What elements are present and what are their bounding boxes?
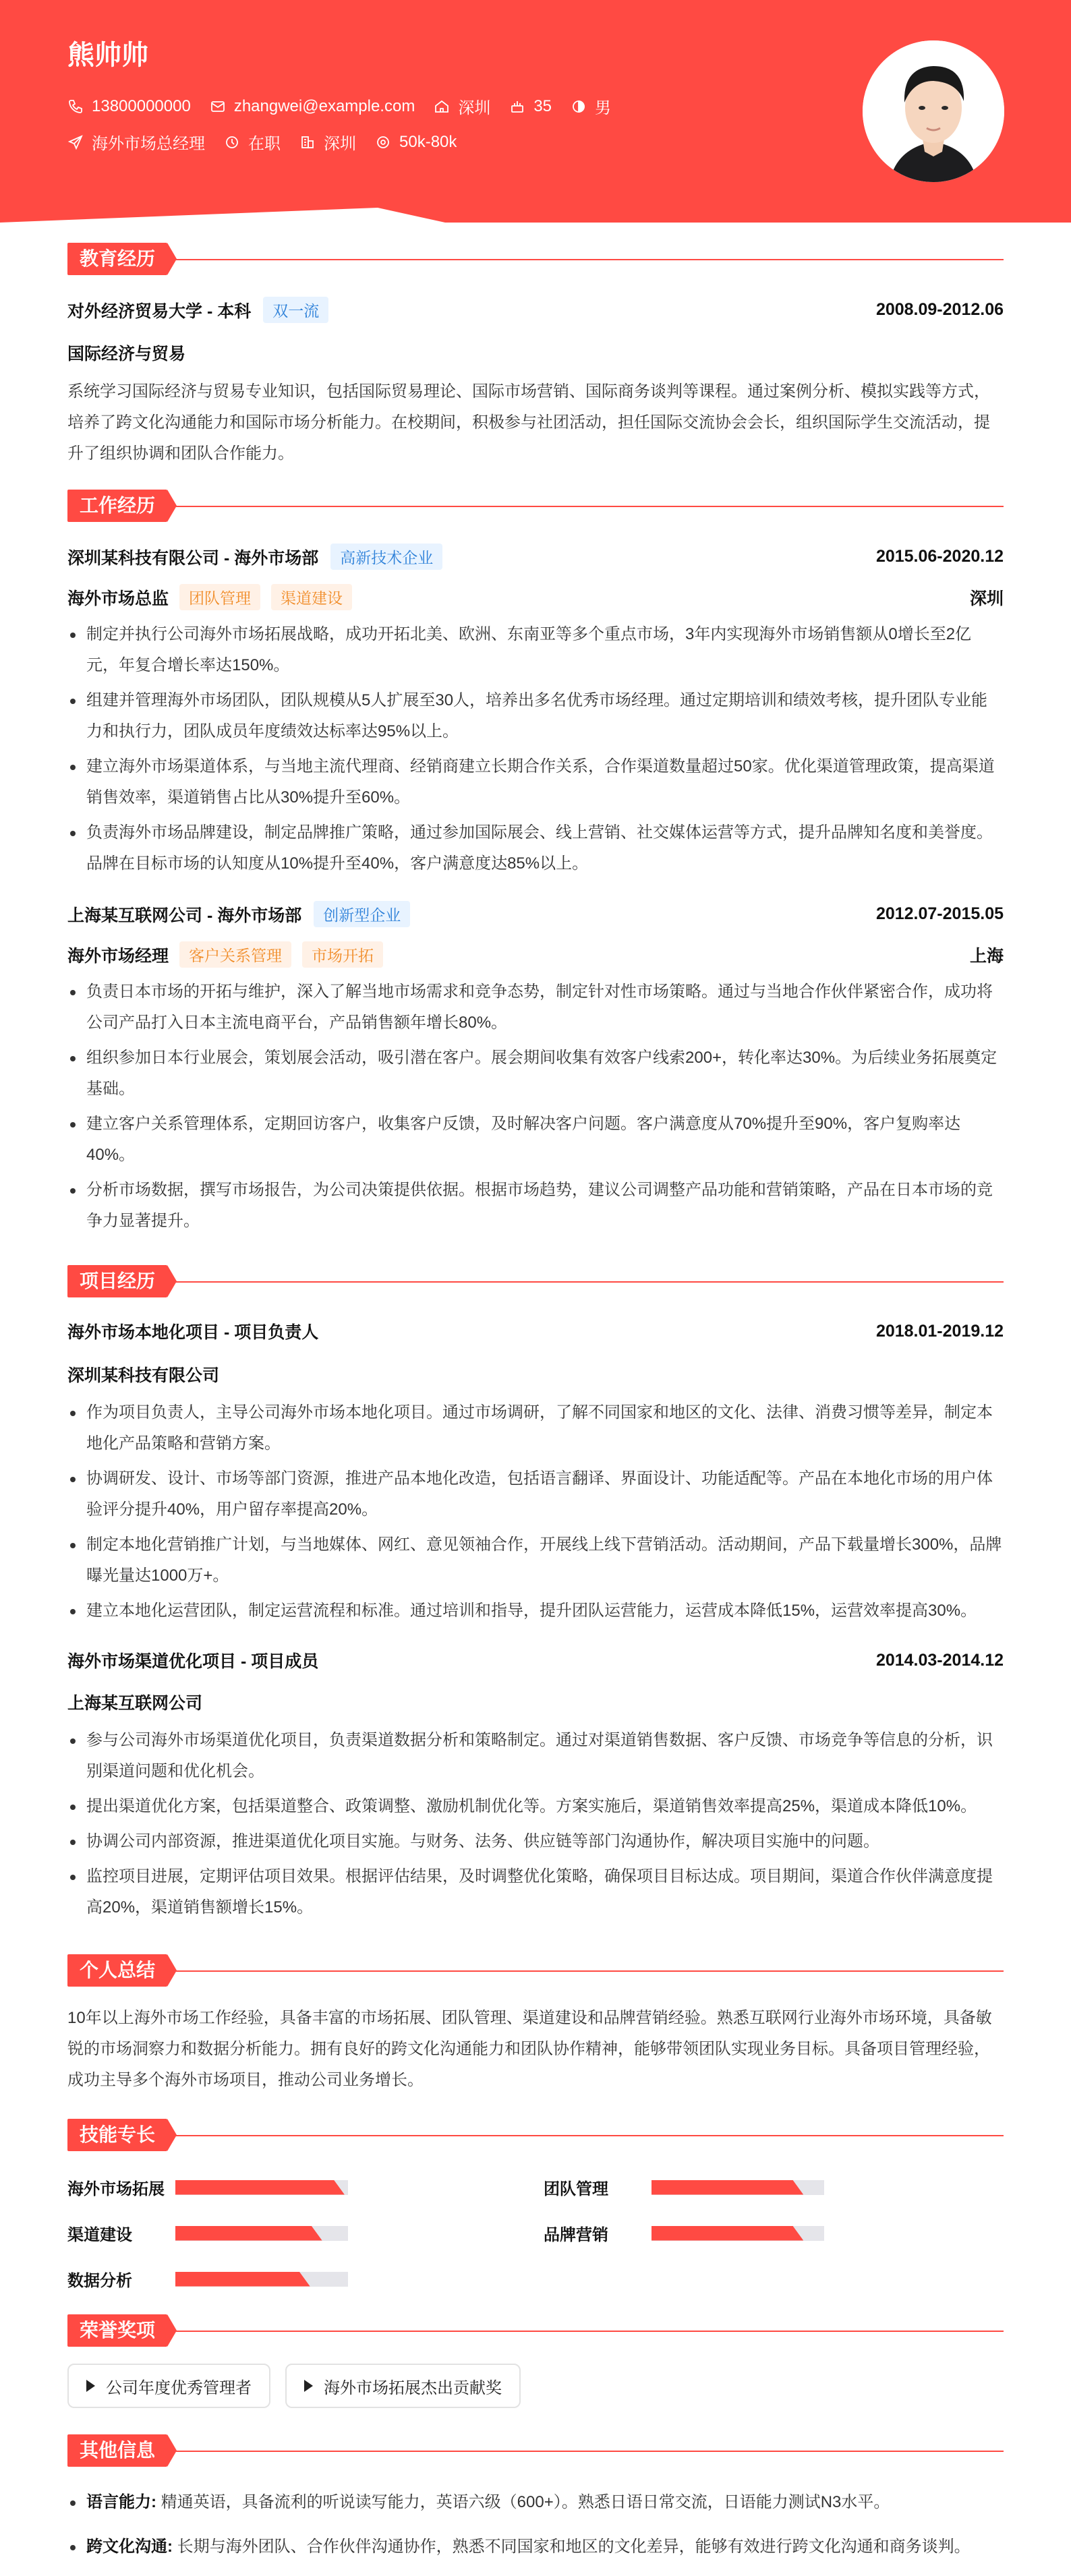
major-name: 国际经济与贸易: [67, 345, 186, 363]
skill-bar: [652, 2226, 824, 2241]
email-text: zhangwei@example.com: [233, 96, 415, 115]
job-2-bullets: [67, 976, 1004, 1241]
avatar-portrait: [863, 40, 1004, 182]
other-title: 其他信息: [67, 2434, 167, 2467]
project-2-header-row: [67, 1648, 1004, 1672]
education-title: 教育经历: [67, 243, 167, 275]
project-1-date: 2018.01-2019.12: [875, 1321, 1004, 1341]
job-2-tag-2: 市场开拓: [302, 941, 383, 968]
list-item: 制定并执行公司海外市场拓展战略，成功开拓北美、欧洲、东南亚等多个重点市场，3年内实现海外市场销售额从0增长至2亿元，年复合增长率达150%。: [67, 619, 1004, 681]
age-item: [509, 97, 552, 116]
skill-bar: [175, 2226, 348, 2241]
education-section-title: [67, 243, 167, 275]
contact-row: [67, 94, 630, 118]
clock-icon: [224, 134, 240, 150]
salary-text: 50k-80k: [399, 132, 457, 151]
list-item: 建立客户关系管理体系，定期回访客户，收集客户反馈，及时解决客户问题。客户满意度从70%提升至90%，客户复购率达40%。: [67, 1109, 1004, 1171]
skills-divider: [175, 2135, 1004, 2136]
job-2-date: 2012.07-2015.05: [875, 904, 1004, 923]
job-1-role-row: [67, 584, 1004, 610]
list-item: 组织参加日本行业展会，策划展会活动，吸引潜在客户。展会期间收集有效客户线索200+，转化率达30%。为后续业务拓展奠定基础。: [67, 1043, 1004, 1105]
job-2-header-row: [67, 901, 1004, 927]
school-badge: 双一流: [263, 297, 328, 323]
list-item: [67, 2531, 1004, 2563]
skill-bar: [175, 2180, 348, 2195]
project-2-org-row: [67, 1690, 1004, 1714]
education-date: 2008.09-2012.06: [875, 300, 1004, 319]
job-1-header-row: [67, 544, 1004, 570]
skill-row: [67, 2221, 348, 2245]
job-2-tag-1: 客户关系管理: [179, 941, 291, 968]
job-2-role-row: [67, 941, 1004, 968]
project-1-bullets: [67, 1397, 1004, 1631]
skill-bar-fill: [175, 2272, 310, 2287]
skill-bar: [652, 2180, 824, 2195]
list-item: 作为项目负责人，主导公司海外市场本地化项目。通过市场调研，了解不同国家和地区的文化、法律、消费习惯等差异，制定本地化产品策略和营销方案。: [67, 1397, 1004, 1459]
city-text: 深圳: [458, 99, 491, 117]
education-major-row: [67, 341, 1004, 365]
list-item: 监控项目进展，定期评估项目效果。根据评估结果，及时调整优化策略，确保项目目标达成。项目期间，渠道合作伙伴满意度提高20%，渠道销售额增长15%。: [67, 1861, 1004, 1923]
project-1-name: 海外市场本地化项目 - 项目负责人: [67, 1323, 319, 1342]
list-item: 协调研发、设计、市场等部门资源，推进产品本地化改造，包括语言翻译、界面设计、功能适配等。产品在本地化市场的用户体验评分提升40%，用户留存率提高20%。: [67, 1463, 1004, 1525]
skill-row: [67, 2175, 348, 2199]
job-1-bullets: [67, 619, 1004, 883]
education-header-row: [67, 297, 1004, 323]
skill-bar-fill: [652, 2226, 803, 2241]
other-divider: [175, 2451, 1004, 2452]
skill-name: 团队管理: [544, 2180, 608, 2198]
job-target-item: [67, 130, 205, 154]
building-icon: [299, 134, 316, 150]
job-1-role: 海外市场总监: [67, 589, 169, 608]
paper-plane-icon: [67, 134, 84, 150]
project-2-bullets: [67, 1725, 1004, 1927]
job-1-badge: 高新技术企业: [330, 544, 442, 570]
age-text: 35: [533, 96, 552, 115]
honor-text: 公司年度优秀管理者: [106, 2378, 252, 2397]
list-item: 建立海外市场渠道体系，与当地主流代理商、经销商建立长期合作关系，合作渠道数量超过50家。优化渠道管理政策，提高渠道销售效率，渠道销售占比从30%提升至60%。: [67, 751, 1004, 813]
job-2-role: 海外市场经理: [67, 946, 169, 966]
job-1-date: 2015.06-2020.12: [875, 547, 1004, 566]
honor-item: [67, 2364, 270, 2408]
skills-title: 技能专长: [67, 2119, 167, 2151]
skill-bar-fill: [652, 2180, 803, 2195]
email-icon: [210, 98, 226, 115]
list-item: 建立本地化运营团队，制定运营流程和标准。通过培训和指导，提升团队运营能力，运营成本降低15%，运营效率提高30%。: [67, 1596, 1004, 1627]
job-2-city: 上海: [969, 946, 1004, 966]
project-1-org: 深圳某科技有限公司: [67, 1366, 220, 1385]
target-city-text: 深圳: [324, 135, 356, 153]
skill-row: [544, 2175, 824, 2199]
list-item: [67, 2487, 1004, 2518]
skill-name: 渠道建设: [67, 2226, 132, 2244]
skill-bar: [175, 2272, 348, 2287]
work-section-title: [67, 490, 167, 522]
gender-icon: [571, 98, 587, 115]
honors-title: 荣誉奖项: [67, 2314, 167, 2347]
projects-title: 项目经历: [67, 1265, 167, 1297]
list-item: 协调公司内部资源，推进渠道优化项目实施。与财务、法务、供应链等部门沟通协作，解决项目实施中的问题。: [67, 1826, 1004, 1857]
skill-bar-fill: [175, 2180, 345, 2195]
play-triangle-icon: [86, 2380, 95, 2392]
education-divider: [175, 259, 1004, 260]
projects-section-title: [67, 1265, 167, 1297]
other-text: 精通英语，具备流利的听说读写能力，英语六级（600+）。熟悉日语日常交流，日语能力测试N3水平。: [161, 2493, 890, 2511]
other-label: 跨文化沟通:: [86, 2538, 173, 2556]
job-1-city: 深圳: [969, 589, 1004, 608]
avatar: [863, 40, 1004, 182]
job-1-company: 深圳某科技有限公司 - 海外市场部: [67, 548, 319, 568]
list-item: 制定本地化营销推广计划，与当地媒体、网红、意见领袖合作，开展线上线下营销活动。活动期间，产品下载量增长300%，品牌曝光量达1000万+。: [67, 1529, 1004, 1591]
skill-name: 品牌营销: [544, 2226, 608, 2244]
play-triangle-icon: [304, 2380, 313, 2392]
list-item: 分析市场数据，撰写市场报告，为公司决策提供依据。根据市场趋势，建议公司调整产品功能和营销策略，产品在日本市场的竞争力显著提升。: [67, 1175, 1004, 1237]
city-item: [434, 94, 490, 118]
skill-name: 数据分析: [67, 2272, 132, 2290]
honors-section-title: [67, 2314, 167, 2347]
coin-icon: [375, 134, 391, 150]
resume-header: [0, 0, 1071, 223]
project-1-header-row: [67, 1319, 1004, 1343]
job-target-text: 海外市场总经理: [92, 135, 205, 153]
home-icon: [434, 98, 450, 115]
summary-title: 个人总结: [67, 1954, 167, 1987]
other-info-list: [67, 2487, 1004, 2576]
project-2-org: 上海某互联网公司: [67, 1694, 203, 1713]
other-text: 长期与海外团队、合作伙伴沟通协作，熟悉不同国家和地区的文化差异，能够有效进行跨文化沟通和商务谈判。: [177, 2538, 971, 2556]
email-item: [210, 97, 415, 116]
phone-item: [67, 97, 191, 116]
candidate-name: 熊帅帅: [67, 40, 148, 70]
list-item: 负责日本市场的开拓与维护，深入了解当地市场需求和竞争态势，制定针对性市场策略。通过与当地合作伙伴紧密合作，成功将公司产品打入日本主流电商平台，产品销售额年增长80%。: [67, 976, 1004, 1038]
list-item: 参与公司海外市场渠道优化项目，负责渠道数据分析和策略制定。通过对渠道销售数据、客户反馈、市场竞争等信息的分析，识别渠道问题和优化机会。: [67, 1725, 1004, 1787]
list-item: 组建并管理海外市场团队，团队规模从5人扩展至30人，培养出多名优秀市场经理。通过定期培训和绩效考核，提升团队专业能力和执行力，团队成员年度绩效达标率达95%以上。: [67, 685, 1004, 747]
skill-row: [544, 2221, 824, 2245]
honors-divider: [175, 2331, 1004, 2332]
project-2-date: 2014.03-2014.12: [875, 1650, 1004, 1670]
phone-text: 13800000000: [92, 96, 191, 115]
honor-item: [285, 2364, 521, 2408]
summary-divider: [175, 1970, 1004, 1972]
school-name: 对外经济贸易大学 - 本科: [67, 301, 252, 321]
skill-bar-fill: [175, 2226, 322, 2241]
status-item: [224, 130, 281, 154]
skill-name: 海外市场拓展: [67, 2180, 165, 2198]
work-divider: [175, 506, 1004, 507]
salary-item: [375, 133, 457, 152]
gender-item: [571, 94, 611, 118]
job-intent-row: [67, 130, 475, 154]
job-2-company: 上海某互联网公司 - 海外市场部: [67, 906, 302, 925]
gender-text: 男: [595, 99, 612, 117]
summary-section-title: [67, 1954, 167, 1987]
target-city-item: [299, 130, 356, 154]
work-title: 工作经历: [67, 490, 167, 522]
project-1-org-row: [67, 1362, 1004, 1386]
job-2-badge: 创新型企业: [314, 901, 410, 927]
honors-list: [67, 2364, 536, 2408]
job-1-tag-2: 渠道建设: [271, 584, 352, 610]
skills-section-title: [67, 2119, 167, 2151]
summary-text: 10年以上海外市场工作经验，具备丰富的市场拓展、团队管理、渠道建设和品牌营销经验。熟悉互联网行业海外市场环境，具备敏锐的市场洞察力和数据分析能力。拥有良好的跨文化沟通能力和团队协作精神，能够带领团队实现业务目标。具备项目管理经验，成功主导多个海外市场项目，推动公司业务增长。: [67, 2009, 992, 2089]
job-1-tag-1: 团队管理: [179, 584, 260, 610]
project-2-name: 海外市场渠道优化项目 - 项目成员: [67, 1652, 319, 1671]
education-description: 系统学习国际经济与贸易专业知识，包括国际贸易理论、国际市场营销、国际商务谈判等课程。通过案例分析、模拟实践等方式，培养了跨文化沟通能力和国际市场分析能力。在校期间，积极参与社团活动，担任国际交流协会会长，组织国际学生交流活动，提升了组织协调和团队合作能力。: [67, 382, 990, 463]
list-item: 负责海外市场品牌建设，制定品牌推广策略，通过参加国际展会、线上营销、社交媒体运营等方式，提升品牌知名度和美誉度。品牌在目标市场的认知度从10%提升至40%，客户满意度达85%以上。: [67, 817, 1004, 879]
status-text: 在职: [248, 135, 281, 153]
list-item: 提出渠道优化方案，包括渠道整合、政策调整、激励机制优化等。方案实施后，渠道销售效率提高25%，渠道成本降低10%。: [67, 1791, 1004, 1822]
skill-row: [67, 2267, 348, 2291]
other-section-title: [67, 2434, 167, 2467]
honor-text: 海外市场拓展杰出贡献奖: [324, 2378, 502, 2397]
phone-icon: [67, 98, 84, 115]
other-label: 语言能力:: [86, 2493, 156, 2511]
age-icon: [509, 98, 525, 115]
projects-divider: [175, 1281, 1004, 1283]
